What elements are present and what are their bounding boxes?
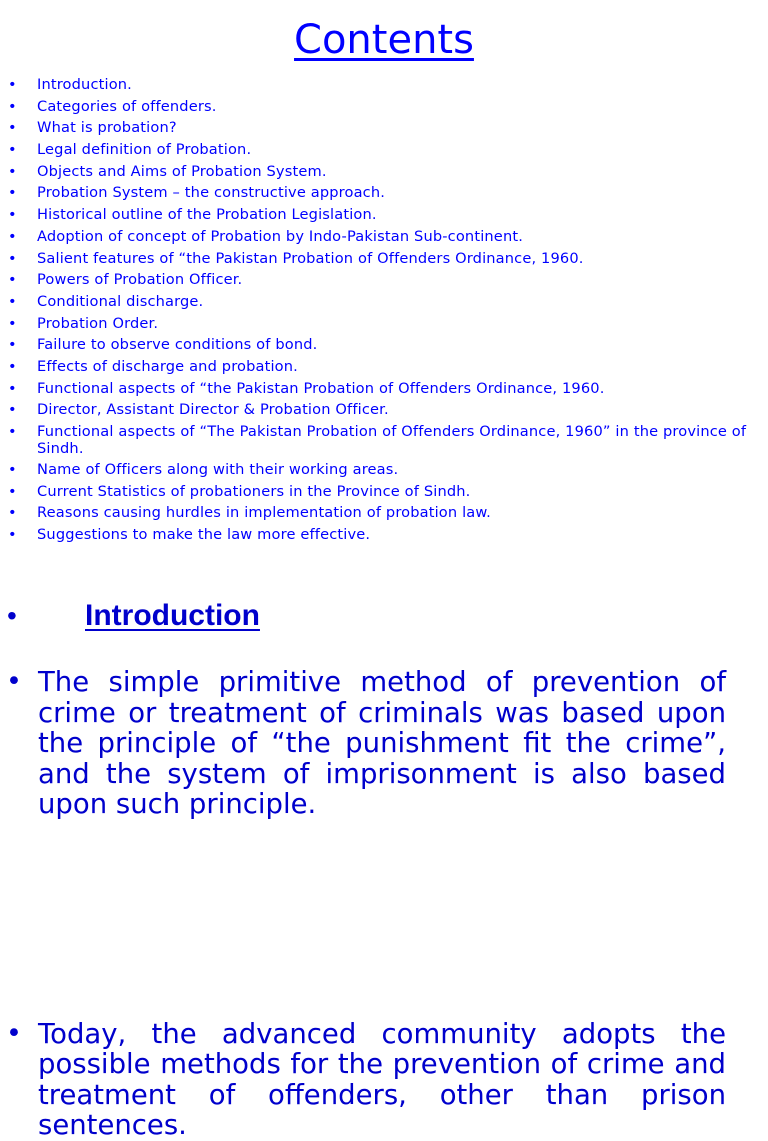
contents-item xyxy=(0,336,768,358)
bullet-icon: • xyxy=(8,76,17,93)
contents-item xyxy=(0,461,768,483)
contents-item xyxy=(0,271,768,293)
contents-item xyxy=(0,293,768,315)
bullet-icon: • xyxy=(8,526,17,544)
bullet-icon: • xyxy=(6,666,22,697)
bullet-icon: • xyxy=(8,379,17,397)
paragraph-text: Today, the advanced community adopts the possible methods for the prevention of crime and treatment of offenders, other than prison sentences. xyxy=(38,1017,726,1141)
contents-item-text: Conditional discharge. xyxy=(37,292,204,310)
contents-item-text: Historical outline of the Probation Legislation. xyxy=(37,206,377,224)
contents-item-text: Adoption of concept of Probation by Indo-Pakistan Sub-continent. xyxy=(37,227,523,245)
bullet-icon: • xyxy=(8,97,17,115)
bullet-icon: • xyxy=(7,600,17,631)
contents-item xyxy=(0,483,768,505)
bullet-icon: • xyxy=(8,292,17,310)
contents-item-text: Probation Order. xyxy=(37,314,159,332)
contents-item-text: Name of Officers along with their working areas. xyxy=(37,461,399,478)
contents-item xyxy=(0,401,768,423)
contents-item-text: Probation System – the constructive approach. xyxy=(37,184,386,202)
contents-item-text: Director, Assistant Director & Probation Officer. xyxy=(37,401,389,419)
contents-item-text: Functional aspects of “The Pakistan Probation of Offenders Ordinance, 1960” in the province of Sindh. xyxy=(37,423,747,457)
contents-item-text: Legal definition of Probation. xyxy=(37,141,252,159)
contents-item-text: Objects and Aims of Probation System. xyxy=(37,162,327,180)
contents-item-text: Effects of discharge and probation. xyxy=(37,357,298,375)
bullet-icon: • xyxy=(8,119,17,137)
contents-item xyxy=(0,358,768,380)
contents-item xyxy=(0,184,768,206)
introduction-paragraph xyxy=(0,667,768,820)
bullet-icon: • xyxy=(6,1017,22,1049)
bullet-icon: • xyxy=(8,357,17,375)
contents-item-text: Reasons causing hurdles in implementation of probation law. xyxy=(37,504,491,522)
bullet-icon: • xyxy=(8,227,17,245)
bullet-icon: • xyxy=(8,271,17,289)
bullet-icon: • xyxy=(8,461,17,478)
contents-item-text: Current Statistics of probationers in the Province of Sindh. xyxy=(37,482,471,500)
contents-item-text: Functional aspects of “the Pakistan Probation of Offenders Ordinance, 1960. xyxy=(37,379,605,397)
bullet-icon: • xyxy=(8,314,17,332)
contents-item xyxy=(0,250,768,272)
contents-item xyxy=(0,119,768,141)
bullet-icon: • xyxy=(8,249,17,267)
bullet-icon: • xyxy=(8,482,17,500)
bullet-icon: • xyxy=(8,336,17,354)
bullet-icon: • xyxy=(8,184,17,202)
page-title: Contents xyxy=(294,17,474,63)
bullet-icon: • xyxy=(8,401,17,419)
contents-item-text: Introduction. xyxy=(37,76,132,93)
contents-item xyxy=(0,315,768,337)
bullet-icon: • xyxy=(8,504,17,522)
bullet-icon: • xyxy=(8,206,17,224)
introduction-heading: Introduction xyxy=(85,599,260,632)
contents-item-text: Powers of Probation Officer. xyxy=(37,271,243,289)
introduction-paragraph xyxy=(0,1019,768,1141)
contents-item xyxy=(0,504,768,526)
bullet-icon: • xyxy=(8,162,17,180)
contents-item xyxy=(0,380,768,402)
contents-item xyxy=(0,526,768,548)
contents-item xyxy=(0,423,768,461)
contents-list xyxy=(0,76,768,548)
contents-item xyxy=(0,141,768,163)
contents-item xyxy=(0,98,768,120)
contents-item xyxy=(0,206,768,228)
contents-item xyxy=(0,76,768,98)
contents-item-text: Salient features of “the Pakistan Probation of Offenders Ordinance, 1960. xyxy=(37,249,584,267)
bullet-icon: • xyxy=(8,141,17,159)
contents-item xyxy=(0,228,768,250)
bullet-icon: • xyxy=(8,423,17,440)
paragraph-text: The simple primitive method of prevention of crime or treatment of criminals was based upon the principle of “the punishment fit the crime”, and the system of imprisonment is also based upon such principle. xyxy=(38,666,726,820)
contents-item-text: What is probation? xyxy=(37,119,177,137)
contents-item-text: Failure to observe conditions of bond. xyxy=(37,336,318,354)
contents-item-text: Categories of offenders. xyxy=(37,97,217,115)
contents-item xyxy=(0,163,768,185)
introduction-heading-row xyxy=(0,596,768,638)
contents-item-text: Suggestions to make the law more effective. xyxy=(37,526,371,544)
